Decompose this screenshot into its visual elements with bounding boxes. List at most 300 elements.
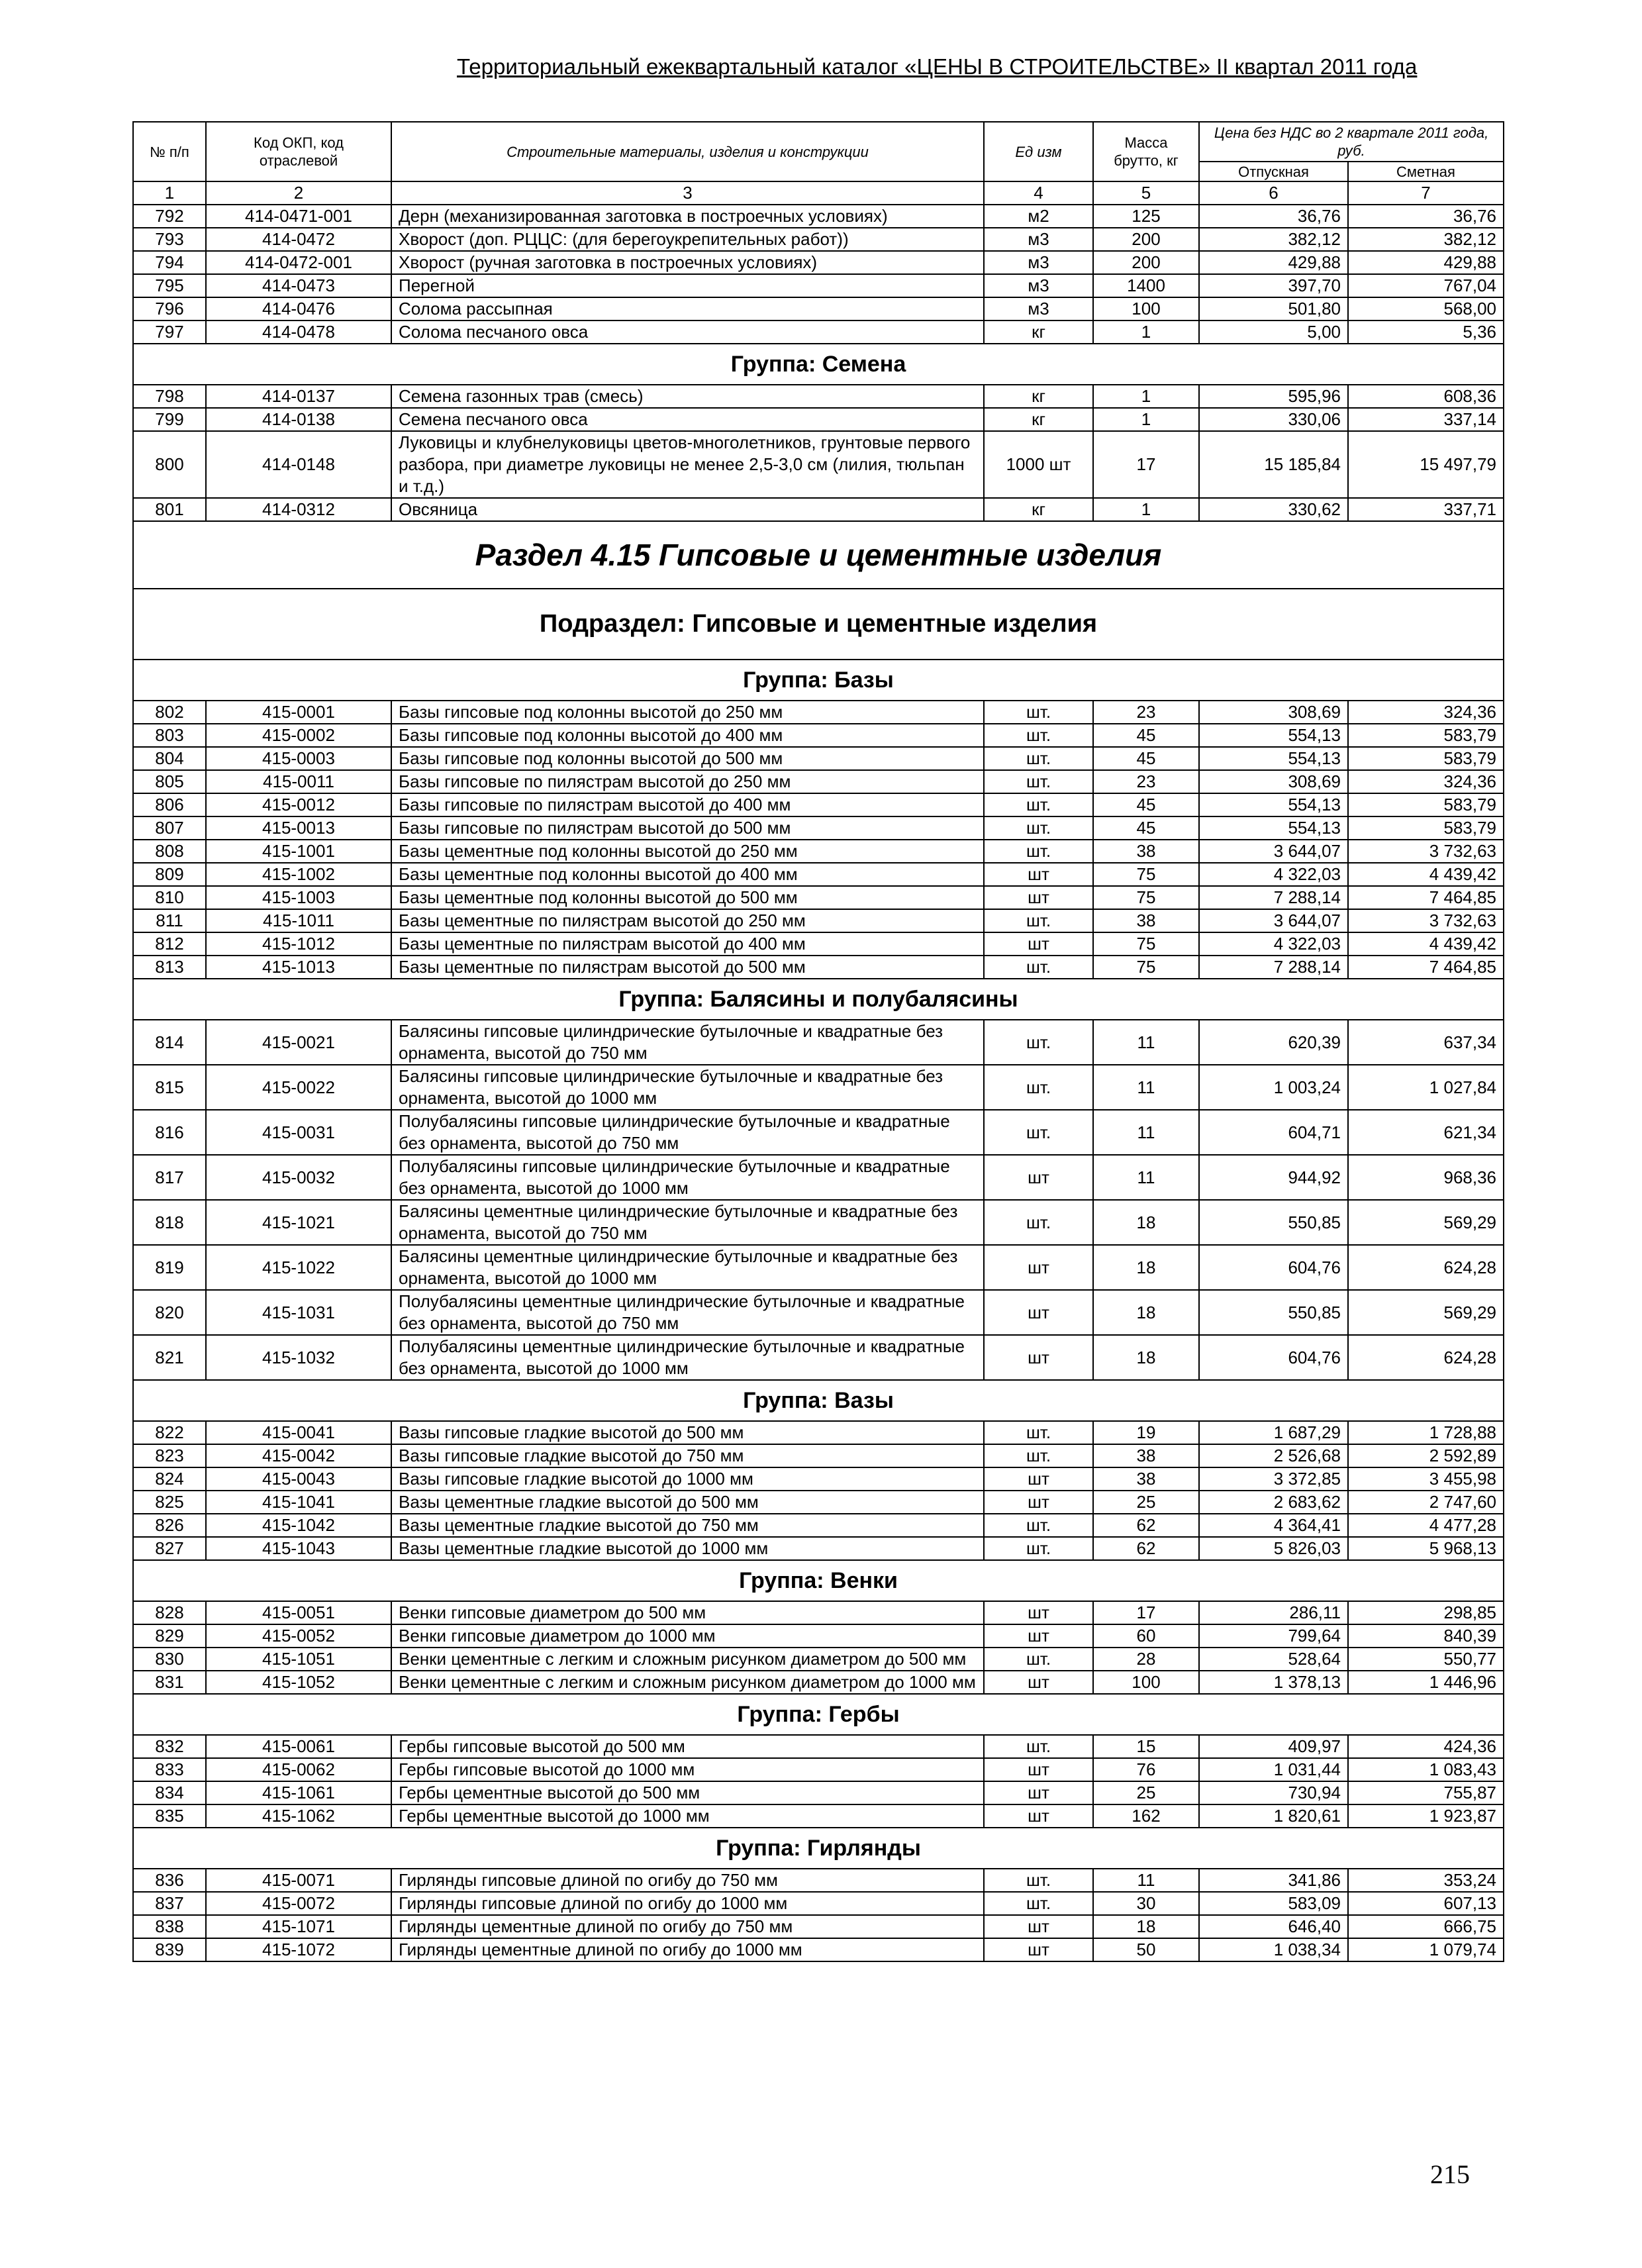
row-price-release: 620,39 — [1199, 1020, 1348, 1065]
row-unit: м3 — [984, 297, 1093, 320]
row-name: Хворост (доп. РЦЦС: (для берегоукрепительных работ)) — [391, 228, 984, 251]
row-mass: 100 — [1093, 297, 1199, 320]
row-code: 414-0473 — [206, 274, 391, 297]
price-catalog-table — [132, 121, 1504, 1962]
row-name: Хворост (ручная заготовка в построечных условиях) — [391, 251, 984, 274]
row-name: Луковицы и клубнелуковицы цветов-многолетников, грунтовые первого разбора, при диаметре луковицы не менее 2,5-3,0 см (лилия, тюльпан и т.д.) — [391, 431, 984, 498]
row-name: Балясины цементные цилиндрические бутылочные и квадратные без орнамента, высотой до 1000 мм — [391, 1245, 984, 1290]
row-number: 812 — [133, 932, 206, 956]
table-row — [133, 408, 1504, 431]
row-name: Вазы цементные гладкие высотой до 500 мм — [391, 1491, 984, 1514]
row-mass: 45 — [1093, 747, 1199, 770]
row-number: 796 — [133, 297, 206, 320]
row-price-release: 604,76 — [1199, 1245, 1348, 1290]
row-unit: шт. — [984, 840, 1093, 863]
row-unit: шт. — [984, 1421, 1093, 1444]
row-name: Полубалясины цементные цилиндрические бутылочные и квадратные без орнамента, высотой до 750 мм — [391, 1290, 984, 1335]
row-price-release: 554,13 — [1199, 747, 1348, 770]
row-price-estimate: 324,36 — [1348, 701, 1504, 724]
row-mass: 18 — [1093, 1335, 1199, 1380]
row-unit: шт. — [984, 1514, 1093, 1537]
table-row — [133, 1601, 1504, 1624]
row-name: Гербы гипсовые высотой до 500 мм — [391, 1735, 984, 1758]
group-heading: Группа: Семена — [133, 344, 1504, 385]
row-number: 806 — [133, 793, 206, 816]
column-header-name: Строительные материалы, изделия и конструкции — [391, 122, 984, 181]
row-price-release: 604,71 — [1199, 1110, 1348, 1155]
column-header-price-release: Отпускная — [1199, 162, 1348, 181]
row-mass: 1 — [1093, 498, 1199, 521]
row-code: 415-1031 — [206, 1290, 391, 1335]
row-price-release: 4 364,41 — [1199, 1514, 1348, 1537]
row-price-estimate: 4 439,42 — [1348, 932, 1504, 956]
row-mass: 50 — [1093, 1938, 1199, 1961]
table-row — [133, 1537, 1504, 1560]
table-row — [133, 1290, 1504, 1335]
row-number: 808 — [133, 840, 206, 863]
row-name: Вазы гипсовые гладкие высотой до 500 мм — [391, 1421, 984, 1444]
row-name: Гербы цементные высотой до 500 мм — [391, 1781, 984, 1804]
row-unit: шт — [984, 1491, 1093, 1514]
row-mass: 1 — [1093, 385, 1199, 408]
row-price-release: 1 038,34 — [1199, 1938, 1348, 1961]
row-mass: 18 — [1093, 1245, 1199, 1290]
row-name: Вазы цементные гладкие высотой до 1000 мм — [391, 1537, 984, 1560]
row-number: 798 — [133, 385, 206, 408]
row-name: Венки цементные с легким и сложным рисунком диаметром до 500 мм — [391, 1648, 984, 1671]
row-name: Полубалясины гипсовые цилиндрические бутылочные и квадратные без орнамента, высотой до 750 мм — [391, 1110, 984, 1155]
row-number: 797 — [133, 320, 206, 344]
row-price-release: 382,12 — [1199, 228, 1348, 251]
row-mass: 38 — [1093, 1467, 1199, 1491]
row-price-estimate: 382,12 — [1348, 228, 1504, 251]
row-mass: 100 — [1093, 1671, 1199, 1694]
row-mass: 17 — [1093, 431, 1199, 498]
row-unit: шт — [984, 1671, 1093, 1694]
table-row — [133, 431, 1504, 498]
row-price-estimate: 7 464,85 — [1348, 886, 1504, 909]
row-number: 828 — [133, 1601, 206, 1624]
row-code: 415-0021 — [206, 1020, 391, 1065]
column-index: 3 — [391, 181, 984, 205]
section-heading: Раздел 4.15 Гипсовые и цементные изделия — [133, 521, 1504, 589]
row-price-release: 15 185,84 — [1199, 431, 1348, 498]
row-code: 415-1051 — [206, 1648, 391, 1671]
row-price-release: 550,85 — [1199, 1290, 1348, 1335]
row-unit: шт. — [984, 1200, 1093, 1245]
table-row — [133, 1915, 1504, 1938]
column-index-row — [133, 181, 1504, 205]
row-unit: шт — [984, 1804, 1093, 1828]
row-price-release: 409,97 — [1199, 1735, 1348, 1758]
row-unit: шт. — [984, 1735, 1093, 1758]
table-header — [133, 122, 1504, 205]
row-price-estimate: 583,79 — [1348, 724, 1504, 747]
row-name: Базы гипсовые по пилястрам высотой до 400 мм — [391, 793, 984, 816]
subsection-heading: Подраздел: Гипсовые и цементные изделия — [133, 589, 1504, 660]
row-code: 415-0011 — [206, 770, 391, 793]
row-mass: 18 — [1093, 1290, 1199, 1335]
row-unit: шт. — [984, 909, 1093, 932]
row-unit: шт — [984, 1335, 1093, 1380]
row-price-release: 501,80 — [1199, 297, 1348, 320]
row-mass: 38 — [1093, 840, 1199, 863]
row-price-estimate: 337,71 — [1348, 498, 1504, 521]
row-unit: м3 — [984, 228, 1093, 251]
row-code: 415-0051 — [206, 1601, 391, 1624]
row-number: 818 — [133, 1200, 206, 1245]
row-number: 823 — [133, 1444, 206, 1467]
row-code: 415-1071 — [206, 1915, 391, 1938]
row-mass: 200 — [1093, 251, 1199, 274]
row-unit: кг — [984, 498, 1093, 521]
row-unit: шт — [984, 1624, 1093, 1648]
row-code: 415-1013 — [206, 956, 391, 979]
row-price-estimate: 1 728,88 — [1348, 1421, 1504, 1444]
table-row — [133, 863, 1504, 886]
row-price-release: 4 322,03 — [1199, 932, 1348, 956]
row-name: Базы цементные под колонны высотой до 400 мм — [391, 863, 984, 886]
row-number: 837 — [133, 1892, 206, 1915]
row-number: 795 — [133, 274, 206, 297]
row-number: 821 — [133, 1335, 206, 1380]
row-number: 830 — [133, 1648, 206, 1671]
row-number: 816 — [133, 1110, 206, 1155]
row-unit: 1000 шт — [984, 431, 1093, 498]
table-row — [133, 1892, 1504, 1915]
group-heading: Группа: Вазы — [133, 1380, 1504, 1421]
row-number: 819 — [133, 1245, 206, 1290]
row-code: 415-0072 — [206, 1892, 391, 1915]
row-mass: 38 — [1093, 909, 1199, 932]
row-number: 822 — [133, 1421, 206, 1444]
table-row — [133, 840, 1504, 863]
row-code: 415-1041 — [206, 1491, 391, 1514]
row-number: 839 — [133, 1938, 206, 1961]
row-number: 813 — [133, 956, 206, 979]
table-row — [133, 1421, 1504, 1444]
column-index: 2 — [206, 181, 391, 205]
table-row — [133, 251, 1504, 274]
row-code: 415-1003 — [206, 886, 391, 909]
row-number: 807 — [133, 816, 206, 840]
row-price-estimate: 621,34 — [1348, 1110, 1504, 1155]
row-price-estimate: 968,36 — [1348, 1155, 1504, 1200]
row-price-estimate: 7 464,85 — [1348, 956, 1504, 979]
row-price-estimate: 624,28 — [1348, 1245, 1504, 1290]
row-name: Перегной — [391, 274, 984, 297]
row-code: 415-1061 — [206, 1781, 391, 1804]
row-unit: кг — [984, 385, 1093, 408]
group-heading: Группа: Базы — [133, 660, 1504, 701]
row-code: 415-1052 — [206, 1671, 391, 1694]
row-name: Вазы гипсовые гладкие высотой до 1000 мм — [391, 1467, 984, 1491]
row-code: 415-1042 — [206, 1514, 391, 1537]
row-unit: шт. — [984, 747, 1093, 770]
row-price-release: 308,69 — [1199, 770, 1348, 793]
table-row — [133, 1735, 1504, 1758]
row-price-release: 341,86 — [1199, 1869, 1348, 1892]
row-price-release: 3 372,85 — [1199, 1467, 1348, 1491]
table-row — [133, 1869, 1504, 1892]
table-row — [133, 956, 1504, 979]
row-price-release: 7 288,14 — [1199, 956, 1348, 979]
table-row — [133, 320, 1504, 344]
row-code: 415-0013 — [206, 816, 391, 840]
row-mass: 15 — [1093, 1735, 1199, 1758]
table-row — [133, 498, 1504, 521]
row-price-estimate: 840,39 — [1348, 1624, 1504, 1648]
row-mass: 19 — [1093, 1421, 1199, 1444]
table-row — [133, 1648, 1504, 1671]
row-number: 793 — [133, 228, 206, 251]
row-code: 415-0031 — [206, 1110, 391, 1155]
column-header-code: Код ОКП, код отраслевой — [206, 122, 391, 181]
section-heading-row — [133, 521, 1504, 589]
row-price-estimate: 666,75 — [1348, 1915, 1504, 1938]
column-header-price-group: Цена без НДС во 2 квартале 2011 года, руб. — [1199, 122, 1504, 162]
row-code: 415-0062 — [206, 1758, 391, 1781]
row-unit: шт. — [984, 816, 1093, 840]
row-mass: 11 — [1093, 1110, 1199, 1155]
row-price-estimate: 324,36 — [1348, 770, 1504, 793]
row-mass: 28 — [1093, 1648, 1199, 1671]
table-row — [133, 1444, 1504, 1467]
row-price-estimate: 569,29 — [1348, 1200, 1504, 1245]
page-number: 215 — [1430, 2159, 1470, 2189]
row-unit: кг — [984, 320, 1093, 344]
row-price-release: 2 683,62 — [1199, 1491, 1348, 1514]
row-name: Гирлянды цементные длиной по огибу до 1000 мм — [391, 1938, 984, 1961]
row-mass: 75 — [1093, 863, 1199, 886]
group-heading: Группа: Гербы — [133, 1694, 1504, 1735]
row-mass: 1400 — [1093, 274, 1199, 297]
row-price-estimate: 4 477,28 — [1348, 1514, 1504, 1537]
row-unit: шт. — [984, 956, 1093, 979]
table-row — [133, 205, 1504, 228]
row-mass: 17 — [1093, 1601, 1199, 1624]
row-price-release: 1 031,44 — [1199, 1758, 1348, 1781]
row-price-estimate: 608,36 — [1348, 385, 1504, 408]
table-row — [133, 1110, 1504, 1155]
column-header-unit: Ед изм — [984, 122, 1093, 181]
row-number: 831 — [133, 1671, 206, 1694]
row-price-estimate: 624,28 — [1348, 1335, 1504, 1380]
row-name: Балясины цементные цилиндрические бутылочные и квадратные без орнамента, высотой до 750 мм — [391, 1200, 984, 1245]
table-row — [133, 1467, 1504, 1491]
row-price-estimate: 5,36 — [1348, 320, 1504, 344]
row-number: 836 — [133, 1869, 206, 1892]
table-row — [133, 1335, 1504, 1380]
row-mass: 11 — [1093, 1020, 1199, 1065]
table-row — [133, 1938, 1504, 1961]
row-number: 826 — [133, 1514, 206, 1537]
row-unit: шт. — [984, 1892, 1093, 1915]
row-price-release: 7 288,14 — [1199, 886, 1348, 909]
row-name: Базы цементные под колонны высотой до 500 мм — [391, 886, 984, 909]
table-row — [133, 793, 1504, 816]
row-code: 415-0061 — [206, 1735, 391, 1758]
table-row — [133, 274, 1504, 297]
row-price-estimate: 767,04 — [1348, 274, 1504, 297]
group-heading-row — [133, 660, 1504, 701]
table-body — [133, 205, 1504, 1961]
row-price-estimate: 1 923,87 — [1348, 1804, 1504, 1828]
row-number: 835 — [133, 1804, 206, 1828]
row-price-release: 3 644,07 — [1199, 909, 1348, 932]
row-price-estimate: 755,87 — [1348, 1781, 1504, 1804]
row-code: 415-1011 — [206, 909, 391, 932]
row-price-release: 3 644,07 — [1199, 840, 1348, 863]
row-name: Базы гипсовые по пилястрам высотой до 250 мм — [391, 770, 984, 793]
row-mass: 25 — [1093, 1491, 1199, 1514]
row-unit: шт — [984, 886, 1093, 909]
row-number: 811 — [133, 909, 206, 932]
row-name: Базы гипсовые под колонны высотой до 250 мм — [391, 701, 984, 724]
row-number: 799 — [133, 408, 206, 431]
row-price-estimate: 637,34 — [1348, 1020, 1504, 1065]
row-unit: шт. — [984, 793, 1093, 816]
row-mass: 11 — [1093, 1065, 1199, 1110]
row-unit: шт. — [984, 1869, 1093, 1892]
column-header-num: № п/п — [133, 122, 206, 181]
column-index: 7 — [1348, 181, 1504, 205]
group-heading-row — [133, 979, 1504, 1020]
row-number: 824 — [133, 1467, 206, 1491]
row-number: 825 — [133, 1491, 206, 1514]
table-row — [133, 1514, 1504, 1537]
row-number: 820 — [133, 1290, 206, 1335]
row-price-estimate: 15 497,79 — [1348, 431, 1504, 498]
row-mass: 45 — [1093, 724, 1199, 747]
row-price-estimate: 607,13 — [1348, 1892, 1504, 1915]
row-code: 414-0137 — [206, 385, 391, 408]
row-code: 414-0476 — [206, 297, 391, 320]
row-number: 804 — [133, 747, 206, 770]
row-price-estimate: 298,85 — [1348, 1601, 1504, 1624]
row-unit: шт — [984, 1155, 1093, 1200]
row-number: 834 — [133, 1781, 206, 1804]
row-price-release: 5 826,03 — [1199, 1537, 1348, 1560]
row-price-estimate: 1 083,43 — [1348, 1758, 1504, 1781]
row-mass: 75 — [1093, 956, 1199, 979]
row-number: 805 — [133, 770, 206, 793]
row-price-release: 1 687,29 — [1199, 1421, 1348, 1444]
row-mass: 11 — [1093, 1155, 1199, 1200]
group-heading-row — [133, 344, 1504, 385]
row-unit: шт. — [984, 770, 1093, 793]
row-price-estimate: 429,88 — [1348, 251, 1504, 274]
row-code: 414-0472-001 — [206, 251, 391, 274]
row-number: 792 — [133, 205, 206, 228]
row-price-release: 554,13 — [1199, 816, 1348, 840]
row-number: 810 — [133, 886, 206, 909]
row-price-release: 330,06 — [1199, 408, 1348, 431]
row-price-release: 799,64 — [1199, 1624, 1348, 1648]
row-price-estimate: 1 446,96 — [1348, 1671, 1504, 1694]
row-code: 415-1062 — [206, 1804, 391, 1828]
table-row — [133, 1245, 1504, 1290]
row-name: Дерн (механизированная заготовка в построечных условиях) — [391, 205, 984, 228]
row-unit: шт — [984, 1915, 1093, 1938]
row-price-estimate: 3 732,63 — [1348, 909, 1504, 932]
row-name: Венки гипсовые диаметром до 1000 мм — [391, 1624, 984, 1648]
row-name: Базы гипсовые под колонны высотой до 400 мм — [391, 724, 984, 747]
group-heading-row — [133, 1694, 1504, 1735]
row-unit: м3 — [984, 274, 1093, 297]
row-code: 415-0003 — [206, 747, 391, 770]
row-name: Базы гипсовые под колонны высотой до 500 мм — [391, 747, 984, 770]
row-number: 829 — [133, 1624, 206, 1648]
group-heading-row — [133, 1380, 1504, 1421]
row-code: 415-0002 — [206, 724, 391, 747]
group-heading: Группа: Балясины и полубалясины — [133, 979, 1504, 1020]
table-row — [133, 1781, 1504, 1804]
table-row — [133, 1020, 1504, 1065]
row-price-release: 2 526,68 — [1199, 1444, 1348, 1467]
row-mass: 18 — [1093, 1915, 1199, 1938]
table-row — [133, 297, 1504, 320]
row-name: Полубалясины цементные цилиндрические бутылочные и квадратные без орнамента, высотой до 1000 мм — [391, 1335, 984, 1380]
row-mass: 60 — [1093, 1624, 1199, 1648]
table-row — [133, 724, 1504, 747]
row-mass: 45 — [1093, 793, 1199, 816]
row-price-release: 1 378,13 — [1199, 1671, 1348, 1694]
row-name: Полубалясины гипсовые цилиндрические бутылочные и квадратные без орнамента, высотой до 1000 мм — [391, 1155, 984, 1200]
column-index: 5 — [1093, 181, 1199, 205]
row-price-release: 944,92 — [1199, 1155, 1348, 1200]
row-price-release: 528,64 — [1199, 1648, 1348, 1671]
row-mass: 125 — [1093, 205, 1199, 228]
row-unit: шт — [984, 1467, 1093, 1491]
row-price-release: 1 820,61 — [1199, 1804, 1348, 1828]
row-name: Семена песчаного овса — [391, 408, 984, 431]
row-price-estimate: 353,24 — [1348, 1869, 1504, 1892]
row-price-estimate: 1 079,74 — [1348, 1938, 1504, 1961]
table-row — [133, 747, 1504, 770]
row-unit: шт — [984, 1758, 1093, 1781]
group-heading-row — [133, 1560, 1504, 1601]
row-code: 415-1001 — [206, 840, 391, 863]
table-row — [133, 770, 1504, 793]
row-price-estimate: 4 439,42 — [1348, 863, 1504, 886]
row-price-release: 550,85 — [1199, 1200, 1348, 1245]
row-number: 801 — [133, 498, 206, 521]
row-price-release: 730,94 — [1199, 1781, 1348, 1804]
row-mass: 23 — [1093, 701, 1199, 724]
table-row — [133, 701, 1504, 724]
row-name: Овсяница — [391, 498, 984, 521]
row-unit: шт — [984, 1781, 1093, 1804]
row-name: Базы цементные по пилястрам высотой до 250 мм — [391, 909, 984, 932]
row-price-estimate: 3 732,63 — [1348, 840, 1504, 863]
row-price-estimate: 1 027,84 — [1348, 1065, 1504, 1110]
row-unit: шт. — [984, 1110, 1093, 1155]
table-row — [133, 1671, 1504, 1694]
row-mass: 162 — [1093, 1804, 1199, 1828]
row-price-release: 554,13 — [1199, 724, 1348, 747]
row-code: 415-0012 — [206, 793, 391, 816]
row-mass: 18 — [1093, 1200, 1199, 1245]
row-code: 415-1012 — [206, 932, 391, 956]
row-mass: 62 — [1093, 1537, 1199, 1560]
row-unit: шт. — [984, 1065, 1093, 1110]
row-mass: 200 — [1093, 228, 1199, 251]
row-unit: шт — [984, 932, 1093, 956]
row-mass: 1 — [1093, 408, 1199, 431]
row-unit: шт. — [984, 1020, 1093, 1065]
row-price-estimate: 5 968,13 — [1348, 1537, 1504, 1560]
